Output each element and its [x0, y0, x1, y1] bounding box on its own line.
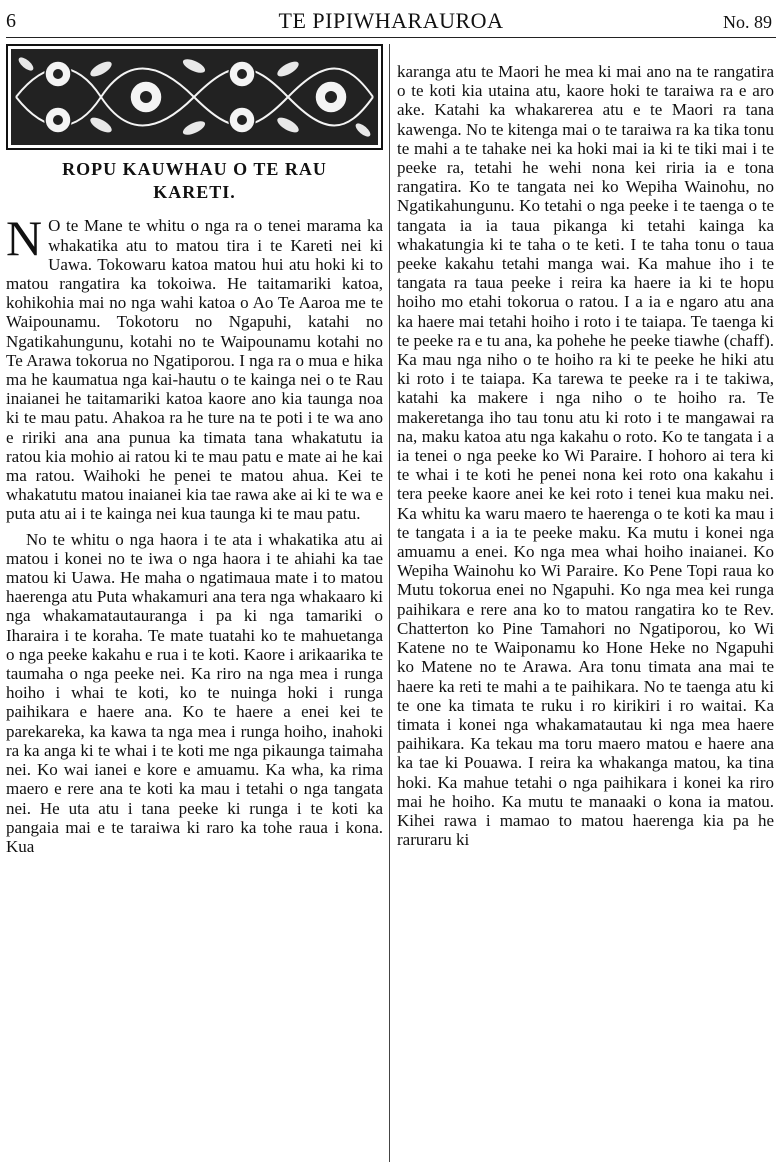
page-header [6, 4, 776, 36]
left-column [6, 44, 383, 856]
article-paragraph-3: karanga atu te Maori he mea ki mai ano na te rangatira o te koti kia utaina atu, kaore hoki te taraiwa ra e aro ake. Katahi ka whakarerea atu e te Maori ra tana kawenga. No te kitenga mai o te taraiwa ra ka tika tonu te mahi a te tahake nei ka hoki mai ia ki te tiki mai i te peeke ra, tetahi he wehi nona kei riria ia e tona rangatira. Ko te tangata nei ko Wepiha Wainohu, no Ngatikahungunu. Ko tetahi o nga peeke i te taenga o te tangata ia ia taua pikanga ki tetahi kainga ka whakatungia ki te taha o te keti. I te taha tonu o taua peeke kakahu tetahi manga wai. Ka mahue iho i te tangata ra taua peeke i reira ka haere ia ki te hopu hoiho mo etahi tokorua o ratou. I a ia e ngaro atu ana ka haere mai tetahi hoiho i roto i te taiapa. Te taenga ki te peeke ra e tu ana, ka pohehe he peeke tiawhe (chaff). Ka mau nga niho o te hoiho ra ki te peeke he hiki atu ki roto i te taiapa. Ka tarewa te peeke ra i te takiwa, katahi ka makere i nga niho o te hoiho ra. Te makeretanga iho tau tonu atu ki roto i te mangawai ra na, maku katoa atu nga kakahu o roto. Ko te tangata i a ia tenei o nga peeke ko Wi Paraire. I hohoro ai tera ki te whai i te koti he penei nona kei roto ona kakahu i tera peeke kaore anei ke kei roto i tenei kua maku nei. Ka whitu ka waru maero te haerenga o te koti ka mau i te tangata i a ia te peeke maku. Ka mutu i konei nga amuamu a enei. Ko nga mea whai hoiho inaianei. Ko Wepiha Wainohu ko Wi Paraire. Ko Pene Topi raua ko Mutu tokorua enei no Ngapuhi. Ko nga mea kei runga paihikara e rere ana ko to matou rangatira ko te Rev. Chatterton ko Pine Tamahori no Ngatiporou, ko Wi Katene no te Waiponamu ko Hone Heke no Ngapuhi ko Matene no te Arawa. Ara tonu timata ana mai te haere ka reti te mahi a te paihikara. No te taenga atu ki te one ka timata te ruku i ro kirikiri i ro waitai. Ka timata i konei nga whakamatautau ki nga mea haere paihikara. Ka tekau ma toru maero matou e haere ana ka tae ki Pouawa. I reira ka whakanga matou, ka tina hoki. Ka mahue tetahi o nga paihikara i konei ka riro mai he hoiho. Ka mutu te manaaki o kona ia matou. Kihei rawa i mamao to matou haerenga kia pa he raruraru ki [397, 62, 774, 850]
header-rule [6, 37, 776, 38]
drop-cap: N [6, 210, 43, 267]
article-paragraph-1 [6, 210, 383, 524]
floral-ornament-banner-icon [6, 44, 383, 150]
article-paragraph-2: No te whitu o nga haora i te ata i whakatika atu ai matou i konei no te iwa o nga haora i te ahiahi ka tae matou ki Uawa. He maha o ngatimaua mate i to matou haerenga atu Puta whakamuri ana tera nga whakaaro ki nga whakamatautauranga i pa ki nga tamariki o Iharaira i te koraha. Te mate tuatahi ko te mahuetanga o nga peeke kakahu e rua i te koti. Kaore i arikaarika te taumaha o nga peeke nei. Ka riro na nga mea i runga hoiho i whai te koti, ko te nuinga hoki i runga paihikara e haere ana. Ko te haere a enei kei te parekareka, ka kawa ta nga mea i runga hoiho, inahoki ra ka anga ki te whai i te koti me nga pikaunga taimaha nei. Ko wai ianei e kore e amuamu. Ka wha, ka rima maero e rere ana te koti ka mau i tetahi o nga tangata nei. He uta atu i tana peeke ki runga i te koti ka pangaia mai e te taraiwa ki raro ka tohe raua i kona. Kua [6, 529, 383, 856]
page-number: 6 [6, 10, 16, 32]
column-divider [389, 44, 390, 1162]
newspaper-title: TE PIPIWHARAUROA [278, 8, 504, 33]
article-heading: ROPU KAUWHAU O TE RAU [62, 159, 327, 179]
article-heading-line-2: KARETI. [153, 182, 236, 203]
paragraph-1-text: O te Mane te whitu o nga ra o tenei marama ka whakatika atu to matou tira i te Kareti nei ki Uawa. Tokowaru katoa matou hui atu hoki ki to matou rangatira ka tokoiwa. He taitamariki katoa, kohikohia mai no nga wahi katoa o Ao Te Aaroa me te Waipounamu. Tokotoru no Ngapuhi, katahi no Ngatikahungunu, kotahi no te Waipounamu kotahi no Te Arawa tokorua no Ngatiporou. I nga ra o mua e hika ma he kaumatua nga kai-hautu o te kainga nei o te Rau inaianei he taitamariki katoa kaore ano kia taunga noa ki te mau patu. Ahakoa ra he ture na te poti i te wa ano e ririki ana ana punua ka timata tana whakatutu ia ratou kia mohio ai ratou ki te mau patu e mate ai he kai ma ratou. Waihoki he penei te matou ahua. Kei te whakatutu matou inaianei kia tae rawa ake ai ki te wa e puta atu ai i te kainga nei kua taunga ki te mau patu. [6, 216, 383, 524]
issue-number: No. 89 [723, 12, 772, 32]
right-column [397, 62, 774, 849]
